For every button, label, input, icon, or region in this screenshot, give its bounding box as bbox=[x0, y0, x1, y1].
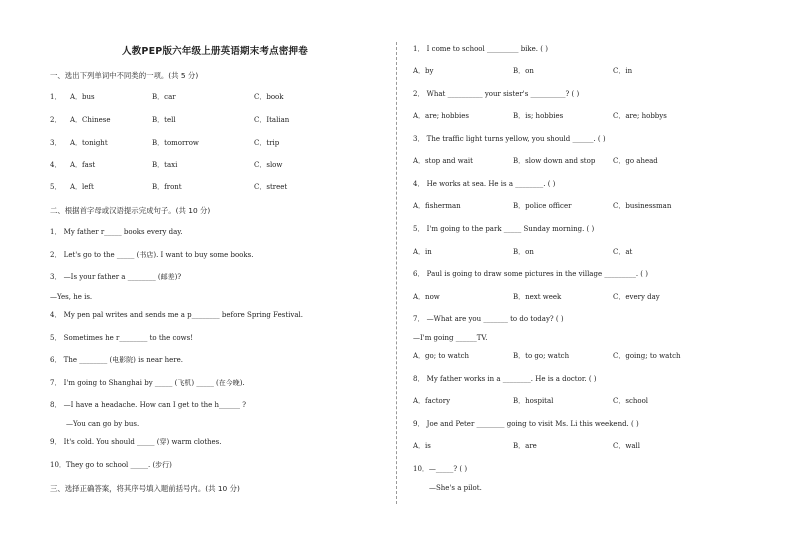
section2-heading: 二、根据首字母或汉语提示完成句子。(共 10 分) bbox=[50, 206, 211, 215]
section2-item: 6． The ________ (电影院) is near here. bbox=[50, 356, 183, 364]
section2-item: 8． —I have a headache. How can I get to the h______ ? bbox=[50, 401, 247, 409]
option-b: B．tomorrow bbox=[152, 139, 199, 147]
mcq-question: 2． What __________ your sister's __________? ( ) bbox=[413, 90, 580, 98]
option-b: B．are bbox=[513, 442, 537, 450]
mcq-options bbox=[413, 157, 773, 166]
mcq-options bbox=[413, 352, 773, 361]
mcq-options bbox=[413, 248, 773, 257]
section1-item bbox=[50, 116, 380, 125]
option-c: C．are; hobbys bbox=[613, 112, 667, 120]
mcq-options bbox=[413, 202, 773, 211]
section2-item: 3． —Is your father a ________ (邮差)? bbox=[50, 273, 182, 281]
option-c: C．trip bbox=[254, 139, 280, 147]
section3-heading: 三、选择正确答案，将其序号填入题前括号内。(共 10 分) bbox=[50, 484, 240, 493]
option-b: B．tell bbox=[152, 116, 176, 124]
mcq-question: 6． Paul is going to draw some pictures in the village _________. ( ) bbox=[413, 270, 648, 278]
section2-item: 10．They go to school _____. (步行) bbox=[50, 461, 172, 469]
option-b: B．next week bbox=[513, 293, 562, 301]
option-a: A．factory bbox=[413, 397, 451, 405]
mcq-answer-line: —She's a pilot. bbox=[429, 484, 482, 492]
mcq-options bbox=[413, 397, 773, 406]
section2-item: 5． Sometimes he r________ to the cows! bbox=[50, 334, 194, 342]
section2-item: 2． Let's go to the _____ (书店). I want to buy some books. bbox=[50, 251, 254, 259]
option-a: A．Chinese bbox=[70, 116, 111, 124]
option-a: A．by bbox=[413, 67, 434, 75]
option-b: B．on bbox=[513, 67, 534, 75]
option-c: C．at bbox=[613, 248, 633, 256]
mcq-question: 10．—_____? ( ) bbox=[413, 465, 468, 473]
option-c: C．in bbox=[613, 67, 633, 75]
option-b: B．slow down and stop bbox=[513, 157, 596, 165]
option-b: B．on bbox=[513, 248, 534, 256]
section2-item: 7． I'm going to Shanghai by _____ (飞机) _____ (在今晚). bbox=[50, 379, 245, 387]
mcq-options bbox=[413, 67, 773, 76]
option-c: C．slow bbox=[254, 161, 283, 169]
option-b: B．car bbox=[152, 93, 176, 101]
option-a: A．bus bbox=[70, 93, 95, 101]
section1-item bbox=[50, 139, 380, 148]
section2-item: 1． My father r_____ books every day. bbox=[50, 228, 183, 236]
section2-answer-line: —Yes, he is. bbox=[50, 293, 93, 301]
option-a: A．go; to watch bbox=[413, 352, 469, 360]
item-number: 2． bbox=[50, 116, 62, 124]
mcq-options bbox=[413, 442, 773, 451]
option-c: C．businessman bbox=[613, 202, 672, 210]
section1-item bbox=[50, 161, 380, 170]
column-divider bbox=[396, 42, 397, 504]
option-c: C．street bbox=[254, 183, 288, 191]
mcq-options bbox=[413, 293, 773, 302]
option-c: C．wall bbox=[613, 442, 640, 450]
option-c: C．book bbox=[254, 93, 284, 101]
mcq-question: 1． I come to school _________ bike. ( ) bbox=[413, 45, 548, 53]
option-a: A．fast bbox=[70, 161, 96, 169]
section1-heading: 一、选出下列单词中不同类的一项。(共 5 分) bbox=[50, 71, 199, 80]
option-c: C．Italian bbox=[254, 116, 290, 124]
option-c: C．going; to watch bbox=[613, 352, 681, 360]
page-title: 人教PEP版六年级上册英语期末考点密押卷 bbox=[122, 46, 308, 57]
section2-answer-line: —You can go by bus. bbox=[66, 420, 140, 428]
option-b: B．taxi bbox=[152, 161, 178, 169]
option-a: A．is bbox=[413, 442, 431, 450]
option-b: B．hospital bbox=[513, 397, 554, 405]
section1-item bbox=[50, 93, 380, 102]
item-number: 1． bbox=[50, 93, 62, 101]
mcq-question: 4． He works at sea. He is a ________. ( ) bbox=[413, 180, 556, 188]
option-b: B．to go; watch bbox=[513, 352, 570, 360]
option-a: A．left bbox=[70, 183, 94, 191]
option-a: A．now bbox=[413, 293, 440, 301]
mcq-answer-line: —I'm going ______TV. bbox=[413, 334, 488, 342]
item-number: 3． bbox=[50, 139, 62, 147]
mcq-options bbox=[413, 112, 773, 121]
mcq-question: 5． I'm going to the park _____ Sunday morning. ( ) bbox=[413, 225, 595, 233]
item-number: 5． bbox=[50, 183, 62, 191]
option-a: A．are; hobbies bbox=[413, 112, 469, 120]
option-b: B．police officer bbox=[513, 202, 572, 210]
section1-item bbox=[50, 183, 380, 192]
option-c: C．go ahead bbox=[613, 157, 658, 165]
option-c: C．school bbox=[613, 397, 649, 405]
mcq-question: 7． —What are you _______ to do today? ( ) bbox=[413, 315, 564, 323]
item-number: 4． bbox=[50, 161, 62, 169]
mcq-question: 8． My father works in a ________. He is a doctor. ( ) bbox=[413, 375, 597, 383]
option-c: C．every day bbox=[613, 293, 660, 301]
section2-item: 9． It's cold. You should _____ (穿) warm clothes. bbox=[50, 438, 222, 446]
mcq-question: 9． Joe and Peter ________ going to visit Ms. Li this weekend. ( ) bbox=[413, 420, 639, 428]
option-a: A．stop and wait bbox=[413, 157, 473, 165]
option-a: A．fisherman bbox=[413, 202, 461, 210]
mcq-question: 3． The traffic light turns yellow, you should ______. ( ) bbox=[413, 135, 606, 143]
option-a: A．tonight bbox=[70, 139, 108, 147]
option-b: B．front bbox=[152, 183, 182, 191]
option-b: B．is; hobbies bbox=[513, 112, 564, 120]
section2-item: 4． My pen pal writes and sends me a p________ before Spring Festival. bbox=[50, 311, 303, 319]
option-a: A．in bbox=[413, 248, 432, 256]
